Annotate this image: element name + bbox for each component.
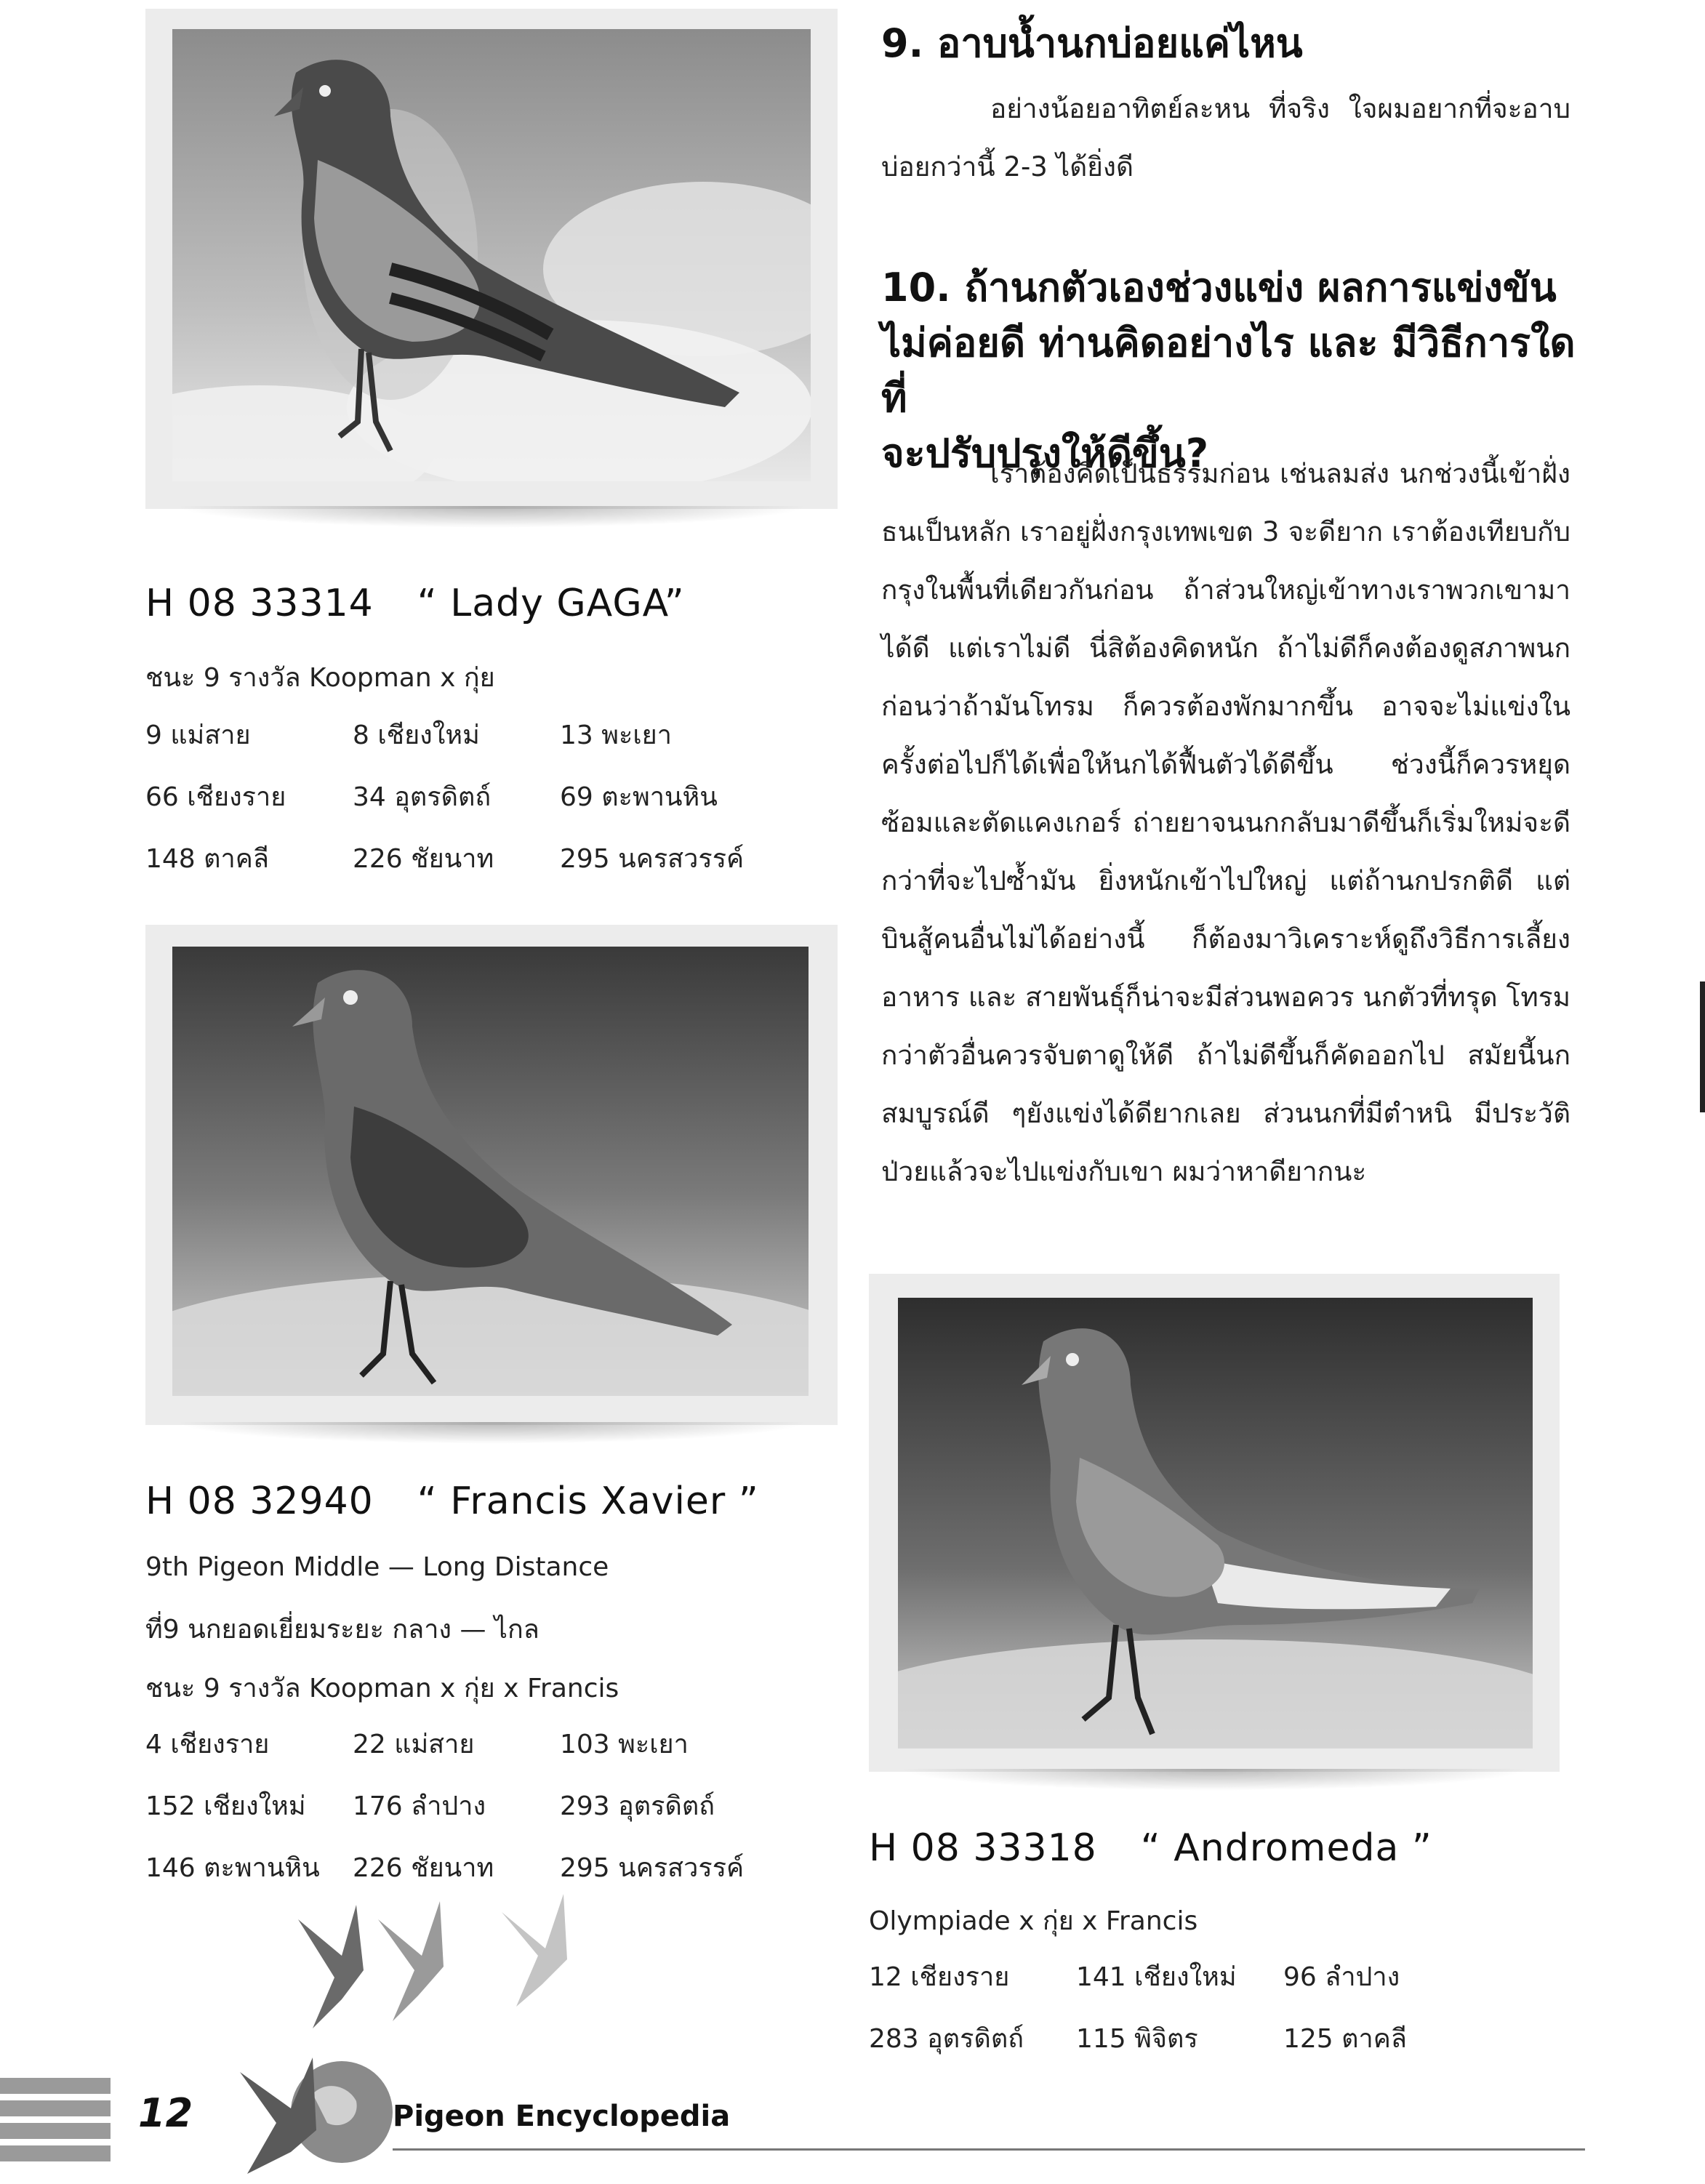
result-item: 69 ตะพานหิน — [560, 782, 718, 812]
result-item: 293 อุตรดิตถ์ — [560, 1791, 715, 1821]
ring-number: H 08 33318 — [869, 1826, 1097, 1870]
pigeon-title — [145, 1480, 759, 1523]
result-item: 103 พะเยา — [560, 1730, 689, 1759]
result-item: 4 เชียงราย — [145, 1730, 270, 1759]
ring-number: H 08 33314 — [145, 582, 374, 625]
pigeon-name: “ Francis Xavier ” — [417, 1480, 759, 1523]
photo-lady-gaga — [172, 29, 811, 481]
result-item: 22 แม่สาย — [353, 1730, 475, 1759]
result-item: 295 นครสวรรค์ — [560, 844, 745, 874]
page-number: 12 — [138, 2090, 193, 2136]
result-item: 295 นครสวรรค์ — [560, 1853, 745, 1883]
pigeon-info: ชนะ 9 รางวัล Koopman x กุ่ย x Francis — [145, 1674, 619, 1703]
result-item: 146 ตะพานหิน — [145, 1853, 320, 1883]
pigeon-info: Olympiade x กุ่ย x Francis — [869, 1906, 1198, 1936]
results-grid — [869, 1956, 1501, 2059]
question-9-heading: 9. อาบน้ำนกบ่อยแค่ไหน — [881, 20, 1303, 66]
question-9-body: อย่างน้อยอาทิตย์ละหน ที่จริง ใจผมอยากที่จะอาบบ่อยกว่านี้ 2-3 ได้ยิ่งดี — [881, 93, 1570, 182]
result-item: 13 พะเยา — [560, 720, 672, 750]
question-10-heading-line: จะปรับปรุงให้ดีขึ้น? — [881, 430, 1209, 476]
result-item: 141 เชียงใหม่ — [1076, 1962, 1237, 1992]
result-item: 226 ชัยนาท — [353, 1853, 494, 1883]
footer-decorative-bars — [0, 2078, 111, 2168]
question-10-heading-line: ไม่ค่อยดี ท่านคิดอย่างไร และ มีวิธีการใดที่ — [881, 320, 1576, 421]
result-item: 66 เชียงราย — [145, 782, 286, 812]
pigeon-info: 9th Pigeon Middle — Long Distance — [145, 1552, 609, 1582]
result-item: 148 ตาคลี — [145, 844, 269, 874]
result-item: 125 ตาคลี — [1283, 2024, 1407, 2054]
result-item: 283 อุตรดิตถ์ — [869, 2024, 1024, 2054]
pigeon-info: ชนะ 9 รางวัล Koopman x กุ่ย — [145, 663, 495, 693]
question-10-heading-line: 10. ถ้านกตัวเองช่วงแข่ง ผลการแข่งขัน — [881, 265, 1557, 310]
decorative-birds-graphic — [284, 1890, 618, 2036]
pigeon-title — [145, 582, 685, 625]
results-grid — [145, 1723, 778, 1888]
pigeon-name: “ Andromeda ” — [1140, 1826, 1432, 1870]
pigeon-info: ที่9 นกยอดเยี่ยมระยะ กลาง — ไกล — [145, 1615, 539, 1645]
result-item: 115 พิจิตร — [1076, 2024, 1198, 2054]
result-item: 226 ชัยนาท — [353, 844, 494, 874]
ring-number: H 08 32940 — [145, 1480, 374, 1523]
footer-logo-graphic — [233, 2050, 393, 2181]
result-item: 96 ลำปาง — [1283, 1962, 1400, 1992]
result-item: 12 เชียงราย — [869, 1962, 1010, 1992]
pigeon-name: “ Lady GAGA” — [417, 582, 685, 625]
result-item: 176 ลำปาง — [353, 1791, 486, 1821]
results-grid — [145, 714, 778, 879]
result-item: 34 อุตรดิตถ์ — [353, 782, 492, 812]
question-10-body: เราต้องคิดเป็นธรรมก่อน เช่นลมส่ง นกช่วงนี้เข้าฝั่งธนเป็นหลัก เราอยู่ฝั่งกรุงเทพเขต 3 จะดียาก เราต้องเทียบกับกรุงในพื้นที่เดียวกันก่อน ถ้าส่วนใหญ่เข้าทางเราพวกเขามาได้ดี แต่เราไม่ดี นี่สิต้องคิดหนัก ถ้าไม่ดีก็คงต้องดูสภาพนกก่อนว่าถ้ามันโทรม ก็ควรต้องพักมากขึ้น อาจจะไม่แข่งในครั้งต่อไปก็ได้เพื่อให้นกได้ฟื้นตัวได้ดีขึ้น ช่วงนี้ก็ควรหยุดซ้อมและตัดแคงเกอร์ ถ่ายยาจนนกกลับมาดีขึ้นก็เริ่มใหม่จะดีกว่าที่จะไปซ้ำมัน ยิ่งหนักเข้าไปใหญ่ แต่ถ้านกปรกติดี แต่ บินสู้คนอื่นไม่ได้อย่างนี้ ก็ต้องมาวิเคราะห์ดูถึงวิธีการเลี้ยง อาหาร และ สายพันธุ์ก็น่าจะมีส่วนพอควร นกตัวที่ทรุด โทรมกว่าตัวอื่นควรจับตาดูให้ดี ถ้าไม่ดีขึ้นก็คัดออกไป สมัยนี้นกสมบูรณ์ดี ๆยังแข่งได้ดียากเลย ส่วนนกที่มีตำหนิ มีประวัติป่วยแล้วจะไปแข่งกับเขา ผมว่าหาดียากนะ — [881, 458, 1570, 1187]
pigeon-title — [869, 1826, 1432, 1870]
photo-francis-xavier — [172, 947, 809, 1396]
result-item: 9 แม่สาย — [145, 720, 251, 750]
side-tab-marker — [1700, 981, 1705, 1112]
photo-andromeda — [898, 1298, 1533, 1749]
result-item: 152 เชียงใหม่ — [145, 1791, 306, 1821]
footer-divider — [393, 2148, 1585, 2151]
footer-title: Pigeon Encyclopedia — [393, 2100, 731, 2133]
result-item: 8 เชียงใหม่ — [353, 720, 480, 750]
